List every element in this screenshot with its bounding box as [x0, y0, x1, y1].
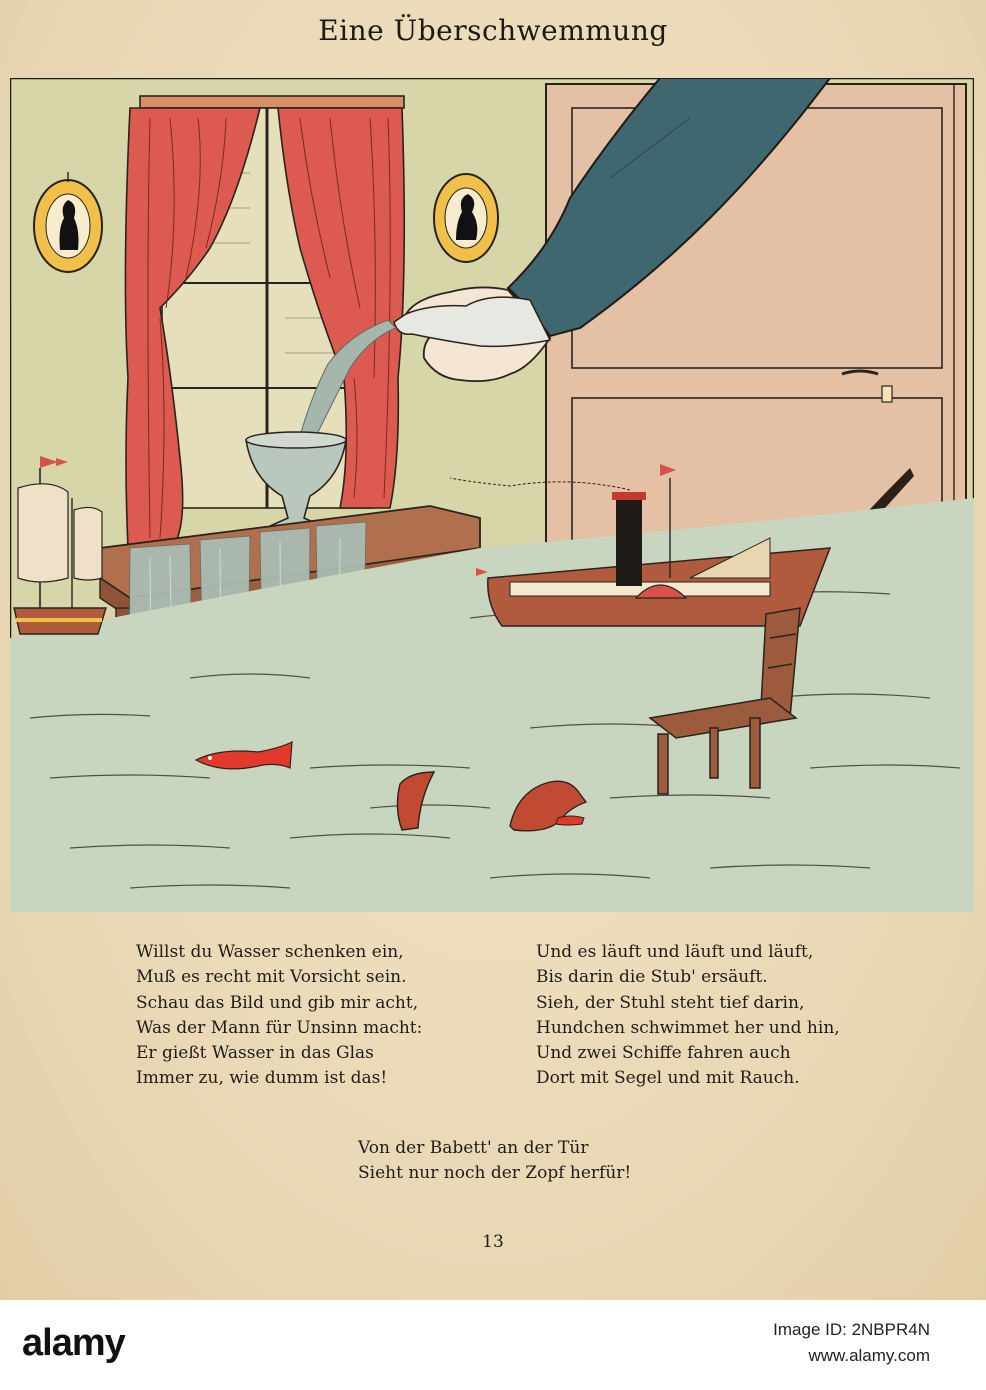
site-url: www.alamy.com [808, 1346, 930, 1365]
verse-line: Sieh, der Stuhl steht tief darin, [536, 992, 805, 1013]
verse-line: Hundchen schwimmet her und hin, [536, 1017, 840, 1038]
verse-line: Willst du Wasser schenken ein, [136, 942, 404, 962]
image-id: Image ID: 2NBPR4N [773, 1320, 930, 1339]
verse-line: Und zwei Schiffe fahren auch [536, 1043, 791, 1064]
verse-left-column [136, 940, 422, 1092]
portrait-right [434, 174, 498, 262]
verse-line: Immer zu, wie dumm ist das! [136, 1068, 388, 1089]
verse-line: Muß es recht mit Vorsicht sein. [136, 967, 407, 988]
verse-line: Sieht nur noch der Zopf herfür! [358, 1163, 632, 1184]
verse-line: Was der Mann für Unsinn macht: [136, 1017, 423, 1038]
verse-line: Dort mit Segel und mit Rauch. [536, 1068, 800, 1089]
verse-line: Von der Babett' an der Tür [358, 1138, 589, 1158]
stock-footer [0, 1300, 986, 1390]
verse-right-column [536, 940, 840, 1092]
page-title: Eine Überschwemmung [318, 14, 668, 47]
verse-line: Bis darin die Stub' ersäuft. [536, 967, 768, 988]
verse-line: Schau das Bild und gib mir acht, [136, 992, 419, 1013]
page-number: 13 [482, 1232, 504, 1252]
alamy-logo: alamy [22, 1322, 125, 1364]
verse-closing-couplet [358, 1136, 631, 1187]
verse-line: Er gießt Wasser in das Glas [136, 1043, 374, 1064]
flood-illustration [10, 78, 974, 912]
verse-line: Und es läuft und läuft und läuft, [536, 942, 814, 962]
